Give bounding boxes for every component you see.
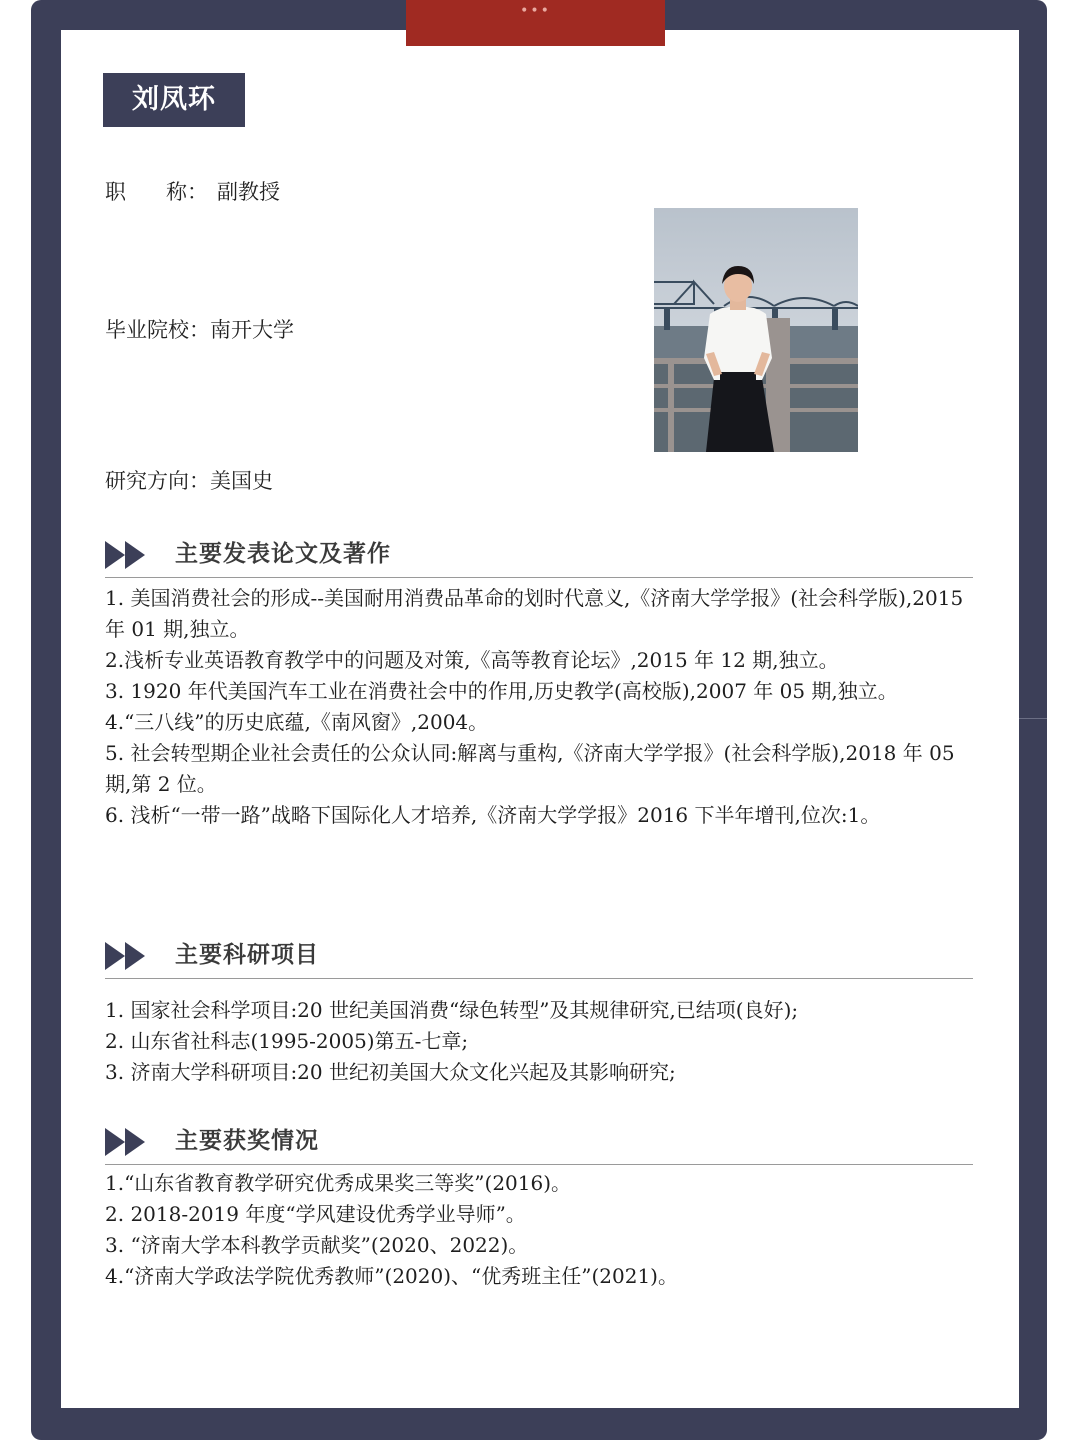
profile-card [61, 30, 1019, 1408]
school-label: 毕业院校： [105, 318, 210, 342]
section-divider [105, 978, 973, 979]
person-name: 刘凤环 [103, 73, 245, 127]
publications-header [105, 537, 973, 577]
research-label: 研究方向： [105, 469, 210, 493]
projects-header [105, 938, 973, 978]
list-item: 3. 济南大学科研项目:20 世纪初美国大众文化兴起及其影响研究; [105, 1060, 676, 1084]
list-item: 1.“山东省教育教学研究优秀成果奖三等奖”(2016)。 [105, 1171, 572, 1195]
list-item: 6. 浅析“一带一路”战略下国际化人才培养,《济南大学学报》2016 下半年增刊,位次:1。 [105, 803, 881, 827]
research-value: 美国史 [210, 469, 273, 493]
tab-dots: ••• [520, 3, 551, 19]
list-item: 1. 美国消费社会的形成--美国耐用消费品革命的划时代意义,《济南大学学报》(社会科学版),2015 年 01 期,独立。 [105, 586, 964, 641]
section-divider [105, 1164, 973, 1165]
title-label: 职 称： [105, 180, 209, 204]
awards-title: 主要获奖情况 [175, 1127, 319, 1154]
list-item: 1. 国家社会科学项目:20 世纪美国消费“绿色转型”及其规律研究,已结项(良好); [105, 998, 799, 1022]
double-arrow-icon [105, 942, 149, 970]
portrait-illustration [654, 208, 858, 452]
projects-title: 主要科研项目 [175, 941, 319, 968]
title-row [105, 178, 280, 206]
list-item: 2. 山东省社科志(1995-2005)第五-七章; [105, 1029, 469, 1053]
list-item: 4.“济南大学政法学院优秀教师”(2020)、“优秀班主任”(2021)。 [105, 1264, 678, 1288]
projects-list [105, 995, 979, 1088]
section-divider [105, 577, 973, 578]
school-value: 南开大学 [210, 318, 294, 342]
publications-title: 主要发表论文及著作 [175, 540, 391, 567]
list-item: 5. 社会转型期企业社会责任的公众认同:解离与重构,《济南大学学报》(社会科学版),2018 年 05 期,第 2 位。 [105, 741, 955, 796]
list-item: 2. 2018-2019 年度“学风建设优秀学业导师”。 [105, 1202, 526, 1226]
list-item: 3. “济南大学本科教学贡献奖”(2020、2022)。 [105, 1233, 529, 1257]
awards-header [105, 1124, 973, 1164]
awards-list [105, 1168, 979, 1292]
list-item: 2.浅析专业英语教育教学中的问题及对策,《高等教育论坛》,2015 年 12 期,独立。 [105, 648, 839, 672]
research-row [105, 467, 273, 495]
portrait-photo [654, 208, 858, 452]
school-row [105, 316, 294, 344]
publications-list [105, 583, 979, 831]
list-item: 4.“三八线”的历史底蕴,《南风窗》,2004。 [105, 710, 489, 734]
double-arrow-icon [105, 541, 149, 569]
title-value: 副教授 [217, 180, 280, 204]
edge-line [1019, 718, 1047, 719]
top-tab [406, 0, 665, 46]
double-arrow-icon [105, 1128, 149, 1156]
list-item: 3. 1920 年代美国汽车工业在消费社会中的作用,历史教学(高校版),2007 年 05 期,独立。 [105, 679, 898, 703]
